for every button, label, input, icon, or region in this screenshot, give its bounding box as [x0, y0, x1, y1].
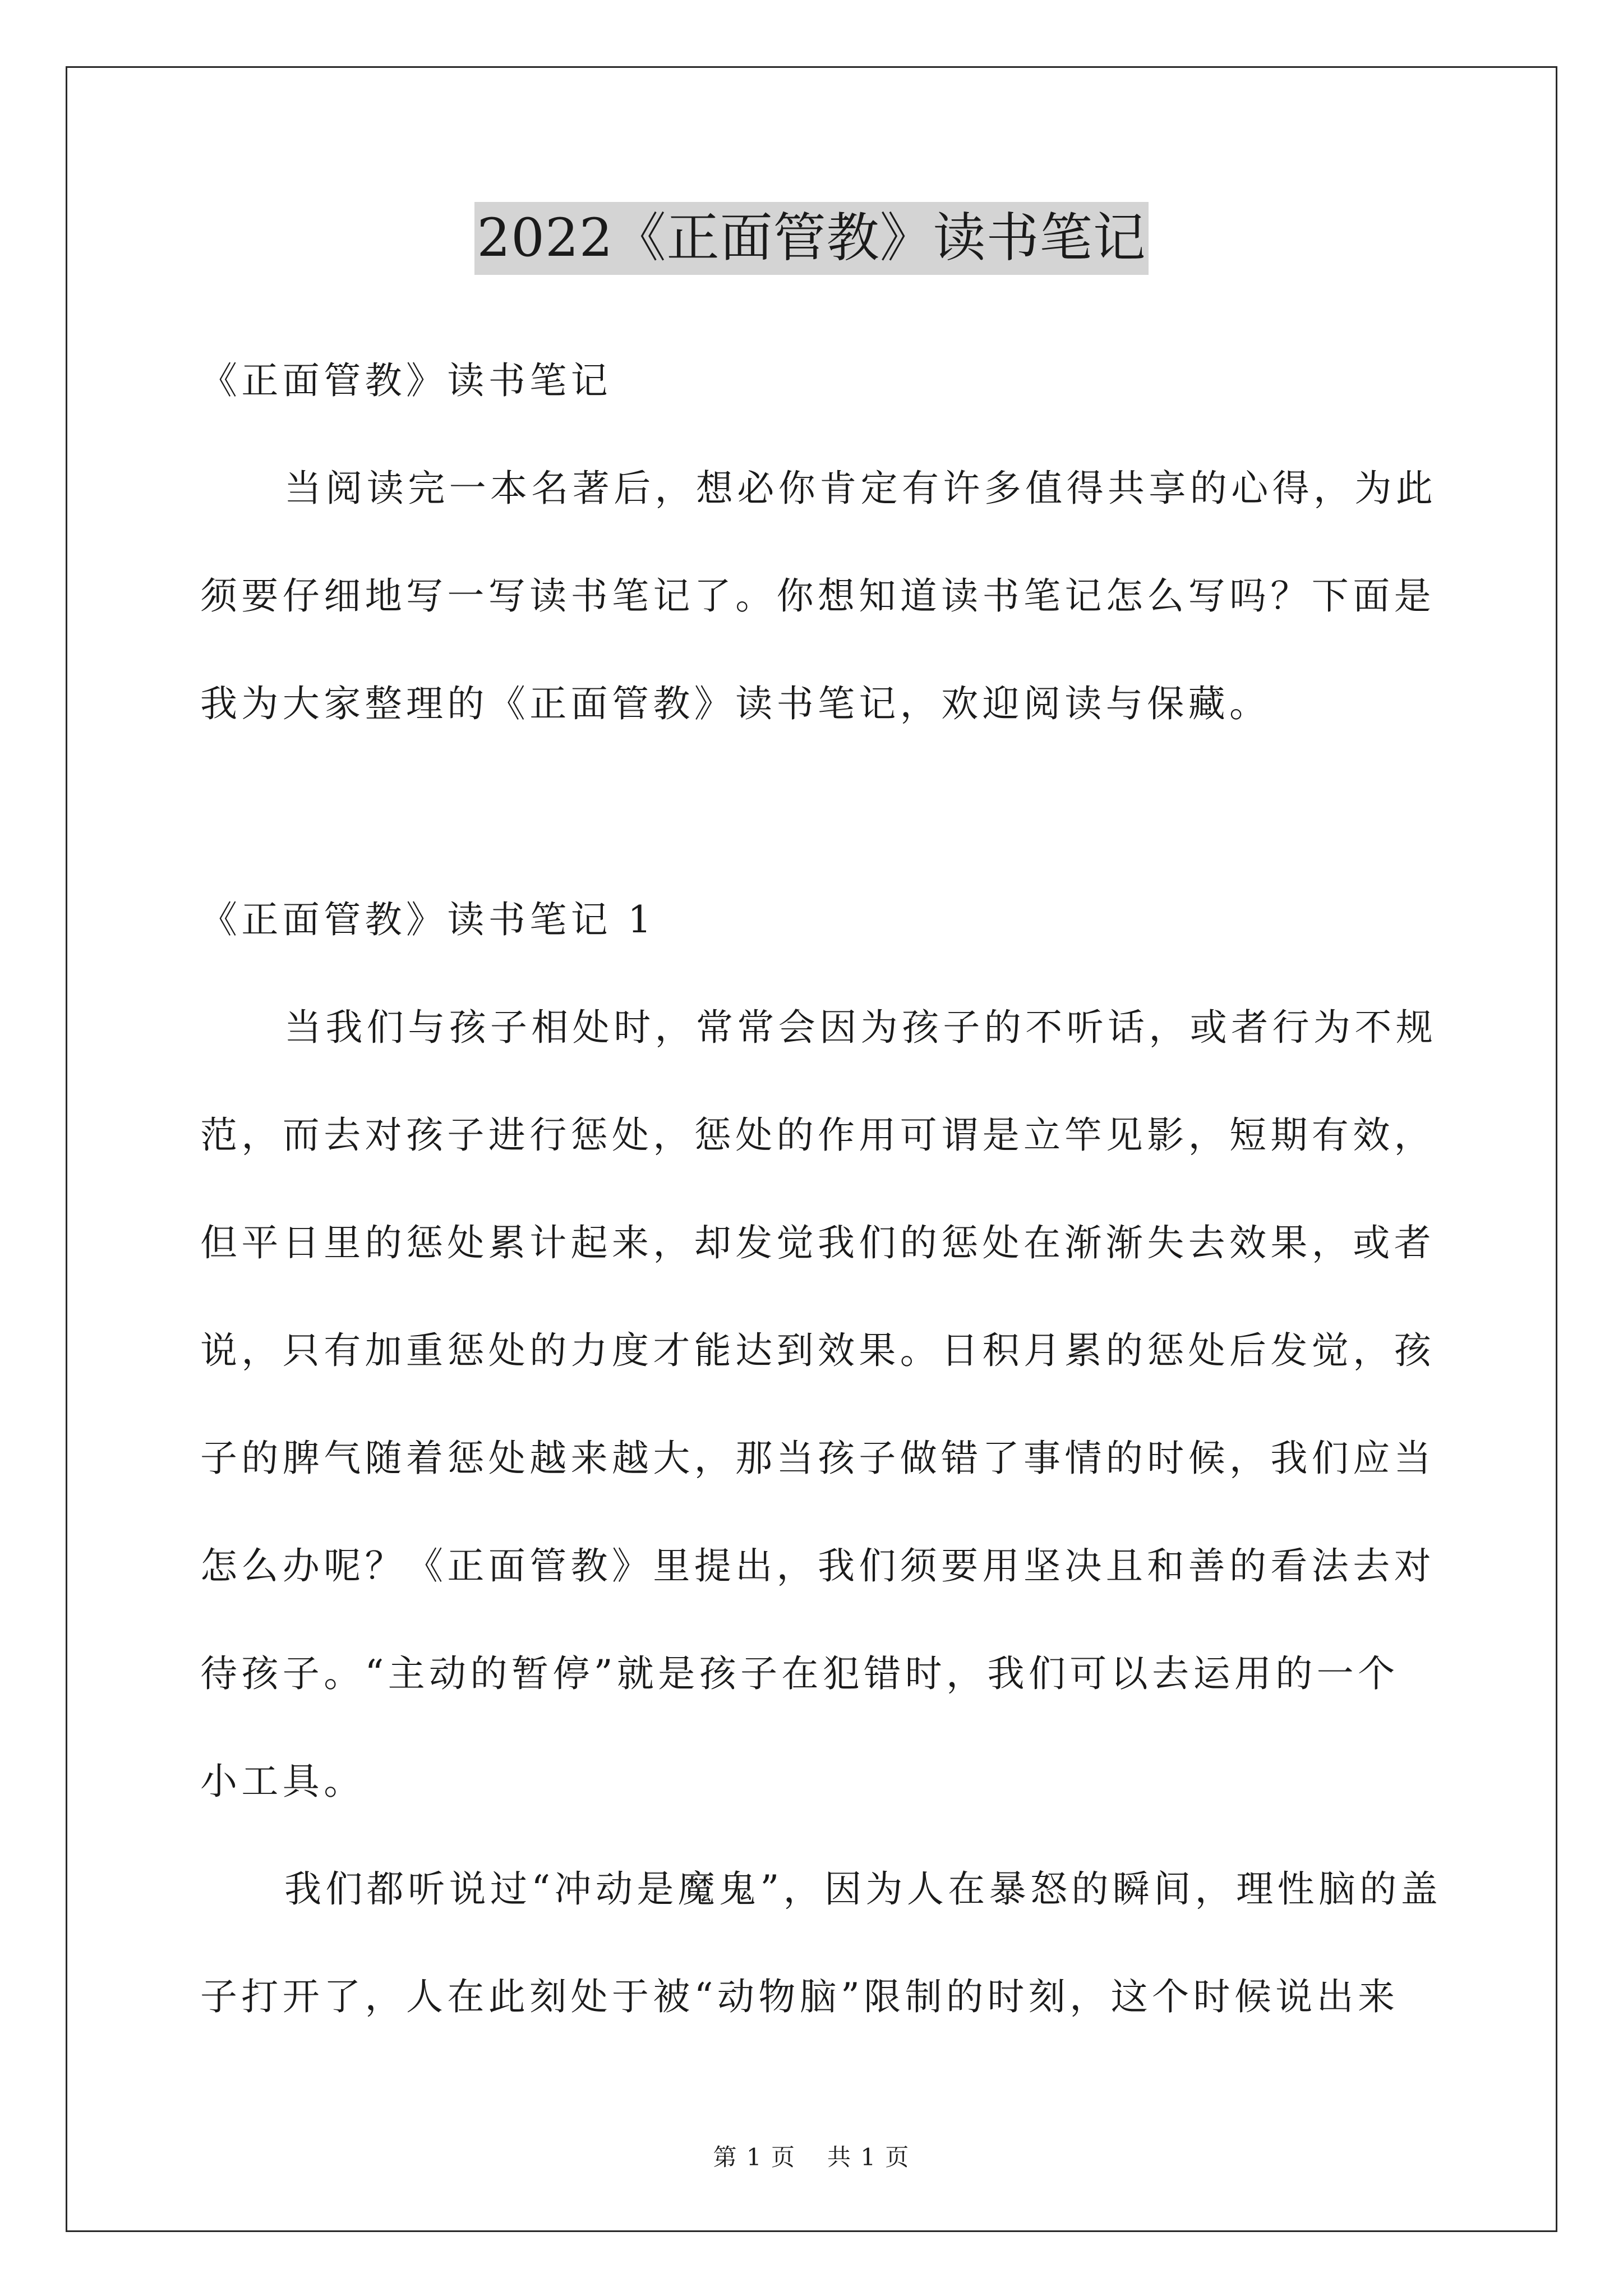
intro-line: 须要仔细地写一写读书笔记了。你想知道读书笔记怎么写吗？下面是	[200, 574, 1435, 618]
page-number: 第 1 页	[713, 2143, 796, 2171]
paragraph-line: 说，只有加重惩处的力度才能达到效果。日积月累的惩处后发觉，孩	[200, 1329, 1435, 1372]
intro-line: 当阅读完一本名著后，想必你肯定有许多值得共享的心得，为此	[284, 467, 1437, 510]
paragraph-line: 子的脾气随着惩处越来越大，那当孩子做错了事情的时候，我们应当	[200, 1437, 1435, 1480]
paragraph-line: 当我们与孩子相处时，常常会因为孩子的不听话，或者行为不规	[284, 1006, 1437, 1049]
page-footer	[0, 2141, 1623, 2174]
intro-line: 我为大家整理的《正面管教》读书笔记，欢迎阅读与保藏。	[200, 682, 1271, 725]
paragraph-line: 小工具。	[200, 1760, 365, 1803]
paragraph-line: 子打开了，人在此刻处于被“动物脑”限制的时刻，这个时候说出来	[200, 1975, 1399, 2018]
paragraph-line: 我们都听说过“冲动是魔鬼”，因为人在暴怒的瞬间，理性脑的盖	[284, 1867, 1442, 1911]
section-heading: 《正面管教》读书笔记 1	[200, 898, 656, 941]
document-title: 2022《正面管教》读书笔记	[474, 202, 1148, 275]
paragraph-line: 待孩子。“主动的暂停”就是孩子在犯错时，我们可以去运用的一个	[200, 1652, 1399, 1695]
subtitle: 《正面管教》读书笔记	[200, 359, 612, 402]
paragraph-line: 但平日里的惩处累计起来，却发觉我们的惩处在渐渐失去效果，或者	[200, 1221, 1435, 1264]
paragraph-line: 怎么办呢？《正面管教》里提出，我们须要用坚决且和善的看法去对	[200, 1544, 1435, 1588]
title-container	[0, 202, 1623, 275]
paragraph-line: 范，而去对孩子进行惩处，惩处的作用可谓是立竿见影，短期有效，	[200, 1114, 1435, 1157]
page-total: 共 1 页	[827, 2143, 910, 2171]
